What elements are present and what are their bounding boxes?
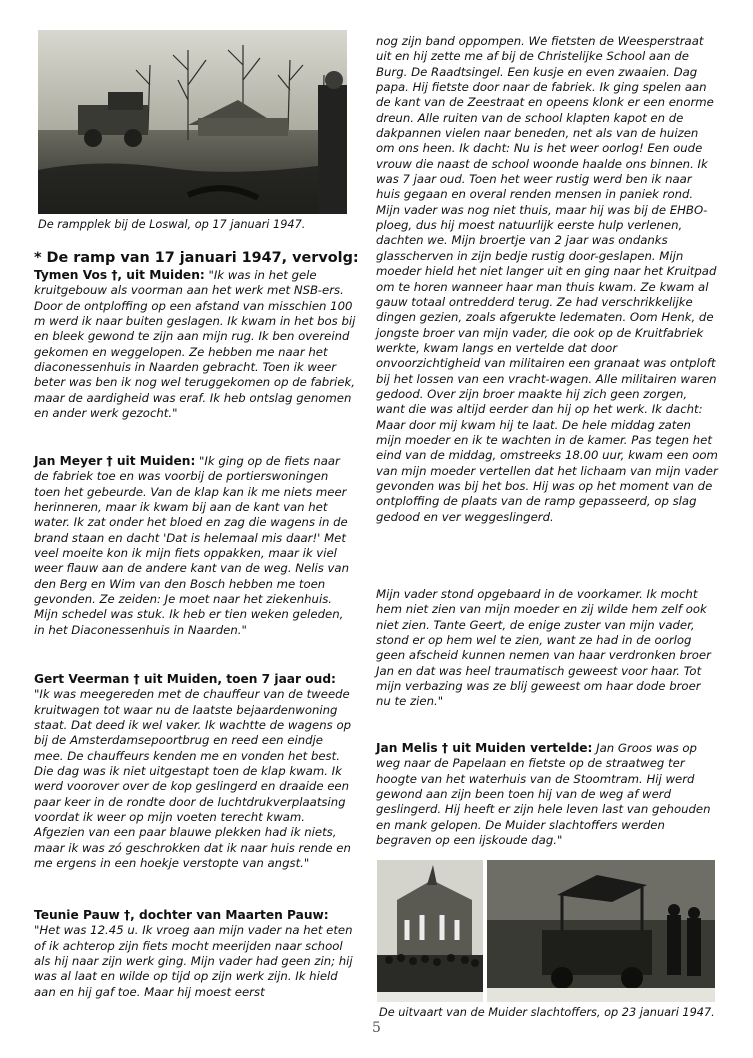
testimony-text: "Het was 12.45 u. Ik vroeg aan mijn vader na het eten of ik achterop zijn fiets mocht meerijden naar school als hij naar zijn werk ging. Mijn vader had geen zin; hij was al laat en wilde op tijd op zijn werk zijn. Ik hield aan en hij gaf toe. Maar hij moest eerst — [34, 923, 353, 999]
testimony-author: Jan Melis † uit Muiden vertelde: — [376, 741, 593, 755]
testimony-jan-melis — [376, 741, 718, 848]
top-photo-caption: De rampplek bij de Loswal, op 17 januari 1947. — [38, 218, 306, 231]
testimony-gert-veerman — [34, 672, 356, 871]
testimony-teunie-pauw-ending — [376, 587, 718, 710]
testimony-tymen-vos — [34, 268, 356, 421]
testimony-author: Tymen Vos †, uit Muiden: — [34, 268, 205, 282]
funeral-photo-left — [377, 860, 483, 1002]
testimony-text: "Ik was meegereden met de chauffeur van de tweede kruitwagen tot waar nu de laatste bejaardenwoning staat. Dat deed ik wel vaker. Ik wachtte de wagens op bij de Amsterdamsepoortbrug en reed een eindje mee. De chauffeurs kenden me en vonden het best. Die dag was ik niet uitgestapt toen de klap kwam. Ik werd voorover over de kop geslingerd en draaide een paar keer in de rondte door de luchtdrukverplaatsing voordat ik weer op mijn voeten terecht kwam. Afgezien van een paar blauwe plekken had ik niets, maar ik was zó geschrokken dat ik naar huis rende en me ergens in een hoekje verstopte van angst." — [34, 687, 352, 871]
section-heading: * De ramp van 17 januari 1947, vervolg: — [34, 250, 359, 266]
testimony-jan-meyer — [34, 454, 356, 638]
testimony-text: Jan Groos was op weg naar de Papelaan en fietste op de straatweg ter hoogte van het waterhuis van de Stoomtram. Hij werd gewond aan zijn been toen hij van de weg af werd geslingerd. Hij heeft er zijn hele leven last van gehouden en mank gelopen. De Muider slachtoffers werden begraven op een ijskoude dag." — [376, 741, 711, 848]
funeral-photo-right — [487, 860, 715, 1002]
testimony-text: nog zijn band oppompen. We fietsten de Weesperstraat uit en hij zette me af bij de Christelijke School aan de Burg. De Raadtsingel. Een kusje en even zwaaien. Dag papa. Hij fietste door naar de fabriek. Ik ging spelen aan de kant van de Zeestraat en opeens klonk er een enorme dreun. Alle ruiten van de school klapten kapot en de dakpannen vielen naar beneden, net als van de huizen om ons heen. Ik dacht: Nu is het weer oorlog! Een oude vrouw die naast de school woonde haalde ons binnen. Ik was 7 jaar oud. Toen het weer rustig werd ben ik naar huis gegaan en overal renden mensen in paniek rond. Mijn vader was nog niet thuis, maar hij was bij de EHBO-ploeg, dus hij moest natuurlijk eerste hulp verlenen, dachten we. Mijn broertje van 2 jaar was ondanks glasscherven in zijn bedje rustig door-geslapen. Mijn moeder hield het niet langer uit en ging naar het Kruitpad om te horen wanneer haar man thuis kwam. Ze kwam al gauw totaal ontredderd terug. Ze had verschrikkelijke dingen gezien, zoals afgerukte ledematen. Oom Henk, de jongste broer van mijn vader, die ook op de Kruitfabriek werkte, kwam langs en vertelde dat door onvoorzichtigheid van militairen een granaat was ontploft bij het lossen van een vracht-wagen. Alle militairen waren gedood. Over zijn broer maakte hij zich geen zorgen, want die was altijd eerder dan hij op het werk. Ik dacht: Maar door mij kwam hij te laat. De hele middag zaten mijn moeder en ik te wachten in de kamer. Pas tegen het eind van de middag, omstreeks 18.00 uur, kwam een oom van mijn moeder vertellen dat het lichaam van mijn vader gevonden was bij het bos. Hij was op het moment van de ontploffing de plaats van de ramp gepasseerd, op slag gedood en ver weggeslingerd. — [376, 34, 718, 524]
testimony-author: Gert Veerman † uit Muiden, toen 7 jaar oud: — [34, 672, 336, 686]
testimony-author: Jan Meyer † uit Muiden: — [34, 454, 196, 468]
testimony-text: Mijn vader stond opgebaard in de voorkamer. Ik mocht hem niet zien van mijn moeder en zij wilde hem zelf ook niet zien. Tante Geert, de enige zuster van mijn vader, stond er op hem wel te zien, want ze had in de oorlog geen afscheid kunnen nemen van haar verdronken broer Jan en dat was heel traumatisch geweest voor haar. Tot mijn verbazing was ze blij geweest om haar dode broer nu te zien." — [376, 587, 711, 709]
testimony-author: Teunie Pauw †, dochter van Maarten Pauw: — [34, 908, 329, 922]
testimony-text: "Ik was in het gele kruitgebouw als voorman aan het werk met NSB-ers. Door de ontploffing op een afstand van misschien 100 m werd ik naar buiten geslagen. Ik kwam in het bos bij en bleek gewond te zijn aan mijn rug. Ik ben overeind gekomen en weggelopen. Ze hebben me naar het diaconessenhuis in Naarden gebracht. Toen ik weer beter was ben ik nog wel teruggekomen op de fabriek, maar de aardigheid was eraf. Ik heb ontslag genomen en ander werk gezocht." — [34, 268, 356, 421]
testimony-teunie-pauw-continued — [376, 34, 718, 525]
disaster-site-photo — [38, 30, 347, 214]
page-number: 5 — [372, 1020, 381, 1036]
testimony-teunie-pauw — [34, 908, 356, 1000]
testimony-text: "Ik ging op de fiets naar de fabriek toe en was voorbij de portierswoningen toen het gebeurde. Van de klap kan ik me niets meer herinneren, maar ik kwam bij aan de kant van het water. Ik zat onder het bloed en zag die wagens in de brand staan en dacht 'Dat is helemaal mis daar!' Met veel moeite kon ik mijn fiets oppakken, maar ik viel weer flauw aan de andere kant van de weg. Nelis van den Berg en Wim van den Bosch hebben me toen gevonden. Ze zeiden: Je moet naar het ziekenhuis. Mijn schedel was stuk. Ik heb er tien weken geleden, in het Diaconessenhuis in Naarden." — [34, 454, 349, 637]
funeral-photos-caption: De uitvaart van de Muider slachtoffers, op 23 januari 1947. — [379, 1006, 715, 1019]
